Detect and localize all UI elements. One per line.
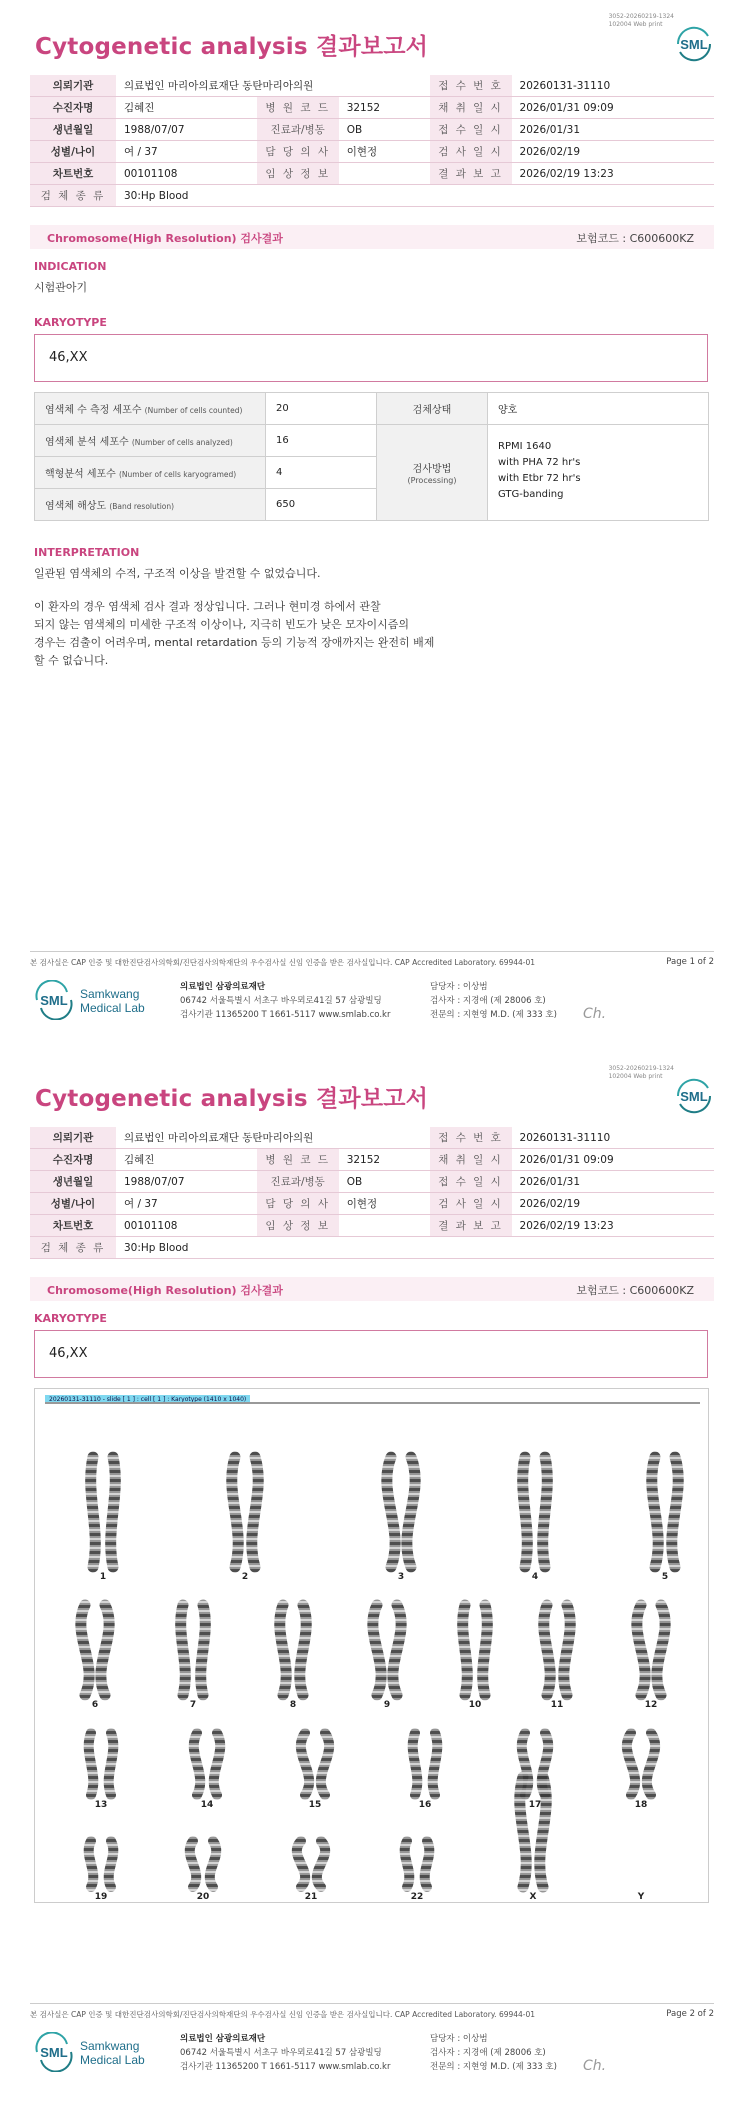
interpretation-paragraph: 이 환자의 경우 염색체 검사 결과 정상입니다. 그러나 현미경 하에서 관찰 되지 않는 염색체의 미세한 구조적 이상이나, 지극히 빈도가 낮은 모자이시즘의 경우는 검출이 어려우며, mental retardation 등의 기능적 장애까지는 완전히 배제 할 수 없습니다. xyxy=(34,600,435,667)
karyogram-chromosomes xyxy=(35,1389,708,1902)
sml-logo-icon xyxy=(674,24,714,64)
karyogram-caption: 20260131-31110 - slide [ 1 ] : cell [ 1 ] : Karyotype (1410 x 1040) xyxy=(45,1395,250,1404)
chromosome-label: 15 xyxy=(308,1800,322,1810)
chromosome-11 xyxy=(544,1605,550,1695)
chromosome-label: Y xyxy=(637,1892,645,1902)
interpretation-line: 일관된 염색체의 수적, 구조적 이상을 발견할 수 없었습니다. xyxy=(34,567,321,580)
chromosome-label: 3 xyxy=(397,1572,405,1582)
chromosome-14 xyxy=(194,1733,200,1795)
accreditation-note: 본 검사실은 CAP 인증 및 대한진단검사의학회/진단검사의학재단의 우수검사실 신임 인증을 받은 검사실입니다. CAP Accredited Laboratory. 69944-01 xyxy=(30,958,536,967)
chromosome-label: 5 xyxy=(661,1572,669,1582)
chromosome-15 xyxy=(301,1733,309,1795)
chromosome-16 xyxy=(433,1733,438,1795)
karyotype-result-box: 46,XX xyxy=(34,334,708,382)
chromosome-5 xyxy=(672,1457,678,1567)
chromosome-6 xyxy=(101,1605,109,1695)
chromosome-18 xyxy=(647,1733,655,1795)
chromosome-6 xyxy=(81,1605,89,1695)
svg-text:Samkwang: Samkwang xyxy=(80,2039,140,2053)
karyotype-heading: KARYOTYPE xyxy=(34,316,107,329)
patient-info-table: 의뢰기관 의료법인 마리아의료재단 동탄마리아의원 접 수 번 호 20260131-31110 수진자명 김혜진 병 원 코 드 32152 채 취 일 시 2026/01/31 09:09 생년월일 1988/07/07 진료과/병동 OB 접 수 일 시 2026/01/31 성별/나이 여 / 37 담 당 의 사 이현정 검 사 일 시 2026/02/19 차트번호 00101108 임 상 정 보 결 과 보 고 2026/02/19 13:23 검 체 종 류 30:Hp Blood xyxy=(30,75,714,207)
chromosome-13 xyxy=(109,1733,114,1795)
footer-divider xyxy=(30,2003,714,2004)
chromosome-label: 10 xyxy=(468,1700,482,1710)
chromosome-label: 14 xyxy=(200,1800,214,1810)
chromosome-14 xyxy=(214,1733,220,1795)
karyotype-result-box: 46,XX xyxy=(34,1330,708,1378)
test-result-bar: Chromosome(High Resolution) 검사결과 보험코드 : C600600KZ xyxy=(30,1277,714,1301)
chromosome-2 xyxy=(252,1457,258,1567)
chromosome-12 xyxy=(637,1605,645,1695)
chromosome-15 xyxy=(321,1733,329,1795)
page-number: Page 1 of 2 xyxy=(666,957,714,967)
chromosome-1 xyxy=(111,1457,116,1567)
lab-address: 의료법인 삼광의료재단 06742 서울특별시 서초구 바우뫼로41길 57 삼광빌딩 검사기관 11365200 T 1661-5117 www.smlab.co.kr xyxy=(180,2034,391,2072)
svg-text:SML: SML xyxy=(40,2045,68,2060)
sml-logo-icon xyxy=(674,1076,714,1116)
chromosome-1 xyxy=(91,1457,96,1567)
chromosome-21 xyxy=(317,1841,325,1887)
chromosome-18 xyxy=(627,1733,635,1795)
chromosome-7 xyxy=(201,1605,206,1695)
print-code: 3052-20260219-1324 102004 Web print xyxy=(608,13,674,28)
chromosome-label: 1 xyxy=(99,1572,107,1582)
svg-text:SML: SML xyxy=(40,993,68,1008)
chromosome-label: 20 xyxy=(196,1892,210,1902)
chromosome-label: 13 xyxy=(94,1800,108,1810)
page-number: Page 2 of 2 xyxy=(666,2009,714,2019)
interpretation-heading: INTERPRETATION xyxy=(34,546,140,559)
chromosome-4 xyxy=(543,1457,548,1567)
svg-text:Samkwang: Samkwang xyxy=(80,987,140,1001)
chromosome-8 xyxy=(280,1605,286,1695)
chromosome-19 xyxy=(109,1841,114,1887)
chromosome-label: 17 xyxy=(528,1800,542,1810)
chromosome-4 xyxy=(523,1457,528,1567)
chromosome-9 xyxy=(373,1605,381,1695)
chromosome-label: 9 xyxy=(383,1700,391,1710)
svg-text:Medical Lab: Medical Lab xyxy=(80,2053,145,2067)
chromosome-label: 7 xyxy=(189,1700,197,1710)
chromosome-11 xyxy=(564,1605,570,1695)
karyogram-image xyxy=(34,1388,709,1903)
chromosome-22 xyxy=(425,1841,430,1887)
chromosome-20 xyxy=(190,1841,196,1887)
test-result-bar: Chromosome(High Resolution) 검사결과 보험코드 : C600600KZ xyxy=(30,225,714,249)
chromosome-13 xyxy=(89,1733,94,1795)
chromosome-label: 22 xyxy=(410,1892,424,1902)
chromosome-8 xyxy=(300,1605,306,1695)
processing-method: RPMI 1640 with PHA 72 hr's with Etbr 72 hr's GTG-banding xyxy=(488,425,709,521)
lab-address: 의료법인 삼광의료재단 06742 서울특별시 서초구 바우뫼로41길 57 삼광빌딩 검사기관 11365200 T 1661-5117 www.smlab.co.kr xyxy=(180,982,391,1020)
svg-text:SML: SML xyxy=(680,37,708,52)
chromosome-22 xyxy=(405,1841,410,1887)
chromosome-label: 6 xyxy=(91,1700,99,1710)
chromosome-10 xyxy=(463,1605,468,1695)
chromosome-19 xyxy=(89,1841,94,1887)
chromosome-3 xyxy=(387,1457,395,1567)
chromosome-label: X xyxy=(529,1892,537,1902)
chromosome-12 xyxy=(657,1605,665,1695)
chromosome-5 xyxy=(652,1457,658,1567)
chromosome-label: 2 xyxy=(241,1572,249,1582)
lab-staff: 담당자 : 이상범 검사자 : 지경애 (제 28006 호) 전문의 : 지현영 M.D. (제 333 호) xyxy=(430,2034,557,2072)
chromosome-21 xyxy=(297,1841,305,1887)
chromosome-X xyxy=(520,1777,526,1887)
patient-info-table: 의뢰기관 의료법인 마리아의료재단 동탄마리아의원 접 수 번 호 20260131-31110 수진자명 김혜진 병 원 코 드 32152 채 취 일 시 2026/01/31 09:09 생년월일 1988/07/07 진료과/병동 OB 접 수 일 시 2026/01/31 성별/나이 여 / 37 담 당 의 사 이현정 검 사 일 시 2026/02/19 차트번호 00101108 임 상 정 보 결 과 보 고 2026/02/19 13:23 검 체 종 류 30:Hp Blood xyxy=(30,1127,714,1259)
chromosome-X xyxy=(540,1777,546,1887)
lab-staff: 담당자 : 이상범 검사자 : 지경애 (제 28006 호) 전문의 : 지현영 M.D. (제 333 호) xyxy=(430,982,557,1020)
report-title: Cytogenetic analysis 결과보고서 xyxy=(35,1086,429,1112)
chromosome-16 xyxy=(413,1733,418,1795)
report-title: Cytogenetic analysis 결과보고서 xyxy=(35,34,429,60)
samkwang-logo-icon xyxy=(34,980,154,1020)
signature: Ch. xyxy=(583,2058,607,2074)
print-code: 3052-20260219-1324 102004 Web print xyxy=(608,1065,674,1080)
footer-divider xyxy=(30,951,714,952)
indication-text: 시험관아기 xyxy=(34,281,88,294)
chromosome-10 xyxy=(483,1605,488,1695)
chromosome-label: 12 xyxy=(644,1700,658,1710)
chromosome-label: 4 xyxy=(531,1572,539,1582)
chromosome-2 xyxy=(232,1457,238,1567)
signature: Ch. xyxy=(583,1006,607,1022)
indication-heading: INDICATION xyxy=(34,260,107,273)
chromosome-3 xyxy=(407,1457,415,1567)
chromosome-label: 8 xyxy=(289,1700,297,1710)
karyotype-heading: KARYOTYPE xyxy=(34,1312,107,1325)
chromosome-9 xyxy=(393,1605,401,1695)
accreditation-note: 본 검사실은 CAP 인증 및 대한진단검사의학회/진단검사의학재단의 우수검사실 신임 인증을 받은 검사실입니다. CAP Accredited Laboratory. 69944-01 xyxy=(30,2010,536,2019)
chromosome-label: 11 xyxy=(550,1700,564,1710)
chromosome-label: 21 xyxy=(304,1892,318,1902)
svg-text:SML: SML xyxy=(680,1089,708,1104)
chromosome-label: 19 xyxy=(94,1892,108,1902)
chromosome-label: 18 xyxy=(634,1800,648,1810)
svg-text:Medical Lab: Medical Lab xyxy=(80,1001,145,1015)
cell-count-table: 염색체 수 측정 세포수 (Number of cells counted) 20 검체상태 양호 염색체 분석 세포수 (Number of cells analyzed) 16 검사방법 (Processing) RPMI 1640 with PHA 72 hr's with Etbr 72 hr's GTG-banding 핵형분석 세포수 (Number of cells karyogramed) 4 염색체 해상도 (Band resolution) 650 xyxy=(34,392,709,521)
chromosome-label: 16 xyxy=(418,1800,432,1810)
chromosome-7 xyxy=(181,1605,186,1695)
samkwang-logo-icon xyxy=(34,2032,154,2072)
chromosome-20 xyxy=(210,1841,216,1887)
